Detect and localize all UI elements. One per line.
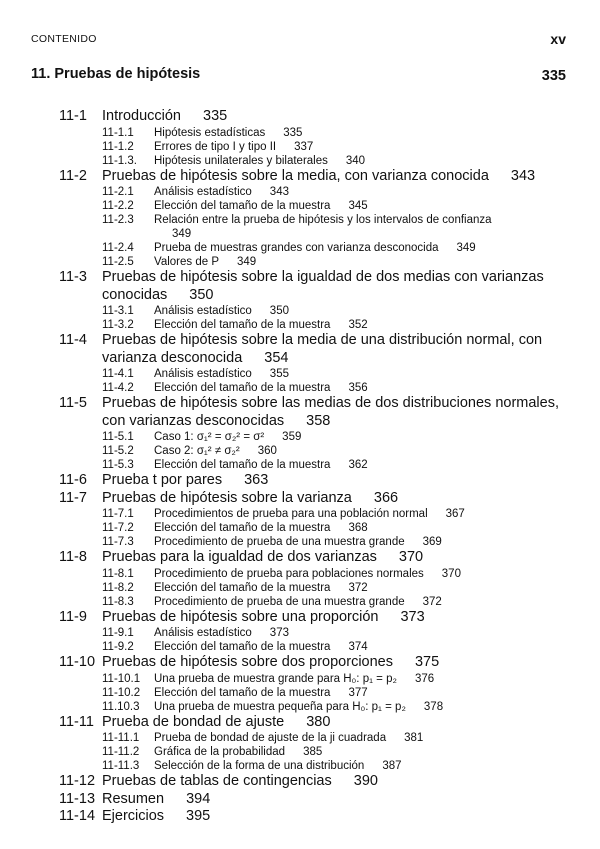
subsection-number: 11-2.3 [102,214,134,226]
toc-subsection-row [0,199,600,213]
subsection-title: Elección del tamaño de la muestra [154,319,331,331]
subsection-title: Hipótesis unilaterales y bilaterales [154,154,328,167]
subsection-number: 11-5.2 [102,445,134,457]
subsection-title: Caso 2: σ₁² ≠ σ₂² [154,445,240,457]
section-page: 370 [398,549,424,565]
section-title-line [102,472,567,490]
subsection-title-line [154,640,499,654]
table-of-contents [0,108,600,826]
subsection-title: Análisis estadístico [154,627,252,639]
subsection-title-line [154,213,499,241]
toc-section-row [0,332,600,367]
page-number: xv [550,31,566,47]
toc-section [0,472,600,490]
subsection-number: 11-8.1 [102,567,134,580]
subsection-number: 11-10.2 [102,686,141,699]
subsection-number: 11-7.3 [102,536,134,548]
subsection-title: Selección de la forma de una distribución [154,760,365,772]
section-number: 11-8 [59,549,87,565]
toc-subsection-row [0,731,600,745]
toc-subsection-row [0,640,600,654]
toc-subsection-row [0,458,600,472]
running-head: CONTENIDO [31,33,97,45]
section-title-line [102,654,567,672]
subsection-page: 385 [303,746,323,758]
subsection-title: Análisis estadístico [154,368,252,380]
toc-section-row [0,549,600,567]
section-page: 343 [510,167,536,184]
toc-subsection-row [0,745,600,759]
subsection-number: 11-1.3. [102,154,137,167]
toc-subsection-row [0,521,600,535]
subsection-page: 387 [382,760,402,772]
section-page: 373 [400,608,425,625]
subsection-title-line [154,626,499,640]
section-title-line [102,108,567,126]
section-title: Pruebas de hipótesis sobre una proporción [102,608,379,625]
section-title: Pruebas de tablas de contingencias [102,773,332,789]
section-page: 366 [373,489,399,506]
subsection-title-line [154,241,499,255]
subsection-title: Elección del tamaño de la muestra [154,522,331,534]
subsection-title-line [154,672,499,686]
section-title-line [102,808,567,826]
toc-subsection-row [0,304,600,318]
subsection-title: Elección del tamaño de la muestra [154,686,331,699]
section-page: 375 [414,654,440,670]
subsection-title: Procedimientos de prueba para una población normal [154,508,428,520]
toc-section-row [0,791,600,809]
toc-subsection-row [0,686,600,700]
section-title: Prueba de bondad de ajuste [102,713,285,730]
subsection-number: 11-9.1 [102,627,134,639]
toc-section [0,168,600,270]
section-number: 11-5 [59,395,87,411]
section-title: Pruebas de hipótesis sobre la igualdad de dos medias con varianzas conocidas [102,269,544,303]
section-page: 350 [189,286,214,303]
subsection-title: Elección del tamaño de la muestra [154,200,331,212]
subsection-number: 11-2.5 [102,256,134,268]
toc-section [0,269,600,332]
toc-section-row [0,472,600,490]
subsection-title-line [154,458,499,472]
subsection-page: 362 [348,459,368,471]
subsection-title-line [154,381,499,395]
subsection-number: 11-11.3 [102,760,140,772]
subsection-number: 11-8.2 [102,581,134,594]
section-title-line [102,395,567,430]
toc-subsection-row [0,185,600,199]
toc-section-row [0,773,600,791]
subsection-page: 359 [282,431,302,443]
toc-section-row [0,269,600,304]
subsection-number: 11.10.3 [102,700,140,713]
subsection-page: 368 [348,522,368,534]
section-number: 11-3 [59,269,87,285]
toc-subsection-row [0,318,600,332]
section-title: Resumen [102,790,165,807]
section-title-line [102,490,567,508]
toc-subsection-row [0,241,600,255]
toc-subsection-row [0,367,600,381]
subsection-number: 11-10.1 [102,672,141,685]
section-page: 394 [186,790,211,807]
toc-subsection-row [0,567,600,581]
toc-section-row [0,654,600,672]
section-number: 11-2 [59,167,87,184]
subsection-page: 337 [294,140,314,153]
subsection-title-line [154,521,499,535]
toc-subsection-row [0,759,600,773]
toc-section-row [0,395,600,430]
toc-subsection-row [0,154,600,168]
toc-section-row [0,168,600,186]
section-title: Pruebas de hipótesis sobre las medias de dos distribuciones normales, con varianzas desconocidas [102,395,559,429]
toc-subsection-row [0,535,600,549]
subsection-page: 343 [269,186,289,198]
subsection-number: 11-8.3 [102,595,134,608]
section-number: 11-7 [59,489,87,506]
subsection-title-line [154,199,499,213]
subsection-title-line [154,595,499,609]
toc-section [0,654,600,714]
section-number: 11-9 [59,608,87,625]
subsection-title-line [154,731,499,745]
subsection-title-line [154,444,499,458]
subsection-number: 11-2.4 [102,242,134,254]
section-title: Pruebas de hipótesis sobre la media de una distribución normal, con varianza desconocida [102,332,543,366]
section-title-line [102,609,567,627]
subsection-title: Elección del tamaño de la muestra [154,459,331,471]
subsection-title-line [154,126,499,140]
subsection-title-line [154,745,499,759]
toc-subsection-row [0,672,600,686]
section-title-line [102,549,567,567]
subsection-page: 340 [345,154,366,167]
section-number: 11-4 [59,332,87,348]
section-title: Prueba t por pares [102,472,223,488]
subsection-title: Elección del tamaño de la muestra [154,581,331,594]
toc-subsection-row [0,126,600,140]
section-number: 11-14 [59,808,96,824]
subsection-page: 374 [348,641,368,653]
subsection-page: 372 [422,595,442,608]
toc-section [0,714,600,774]
toc-section [0,108,600,168]
subsection-page: 360 [257,445,277,457]
subsection-page: 345 [348,200,368,212]
toc-section-row [0,609,600,627]
subsection-number: 11-1.1 [102,126,134,139]
subsection-number: 11-5.3 [102,459,134,471]
section-page: 395 [186,808,211,824]
section-number: 11-12 [59,773,96,789]
toc-subsection-row [0,213,600,241]
section-title: Pruebas de hipótesis sobre la varianza [102,489,352,506]
chapter-heading [31,66,566,82]
subsection-title: Procedimiento de prueba de una muestra grande [154,595,405,608]
toc-section-row [0,714,600,732]
subsection-title-line [154,185,499,199]
subsection-page: 355 [269,368,289,380]
subsection-title-line [154,255,499,269]
section-page: 335 [203,108,228,124]
toc-subsection-row [0,444,600,458]
subsection-title: Caso 1: σ₁² = σ₂² = σ² [154,431,265,443]
toc-subsection-row [0,581,600,595]
subsection-page: 349 [237,256,257,268]
subsection-page: 373 [269,627,289,639]
section-title-line [102,791,567,809]
subsection-title-line [154,581,499,595]
section-title-line [102,773,567,791]
subsection-title-line [154,686,499,700]
subsection-page: 350 [269,305,289,317]
subsection-title: Errores de tipo I y tipo II [154,140,277,153]
section-title-line [102,168,567,186]
subsection-number: 11-5.1 [102,431,134,443]
chapter-title: 11. Pruebas de hipótesis [31,66,201,82]
subsection-title-line [154,140,499,154]
subsection-page: 356 [348,382,368,394]
toc-subsection-row [0,255,600,269]
subsection-number: 11-2.1 [102,186,134,198]
subsection-title: Hipótesis estadísticas [154,126,266,139]
toc-subsection-row [0,507,600,521]
section-number: 11-6 [59,472,87,488]
subsection-title: Procedimiento de prueba de una muestra grande [154,536,405,548]
subsection-number: 11-4.2 [102,382,134,394]
section-page: 363 [244,472,269,488]
subsection-title: Gráfica de la probabilidad [154,746,286,758]
subsection-page: 335 [283,126,303,139]
chapter-page: 335 [541,68,566,84]
subsection-title-line [154,507,499,521]
subsection-title: Prueba de muestras grandes con varianza desconocida [154,242,439,254]
subsection-number: 11-1.2 [102,140,134,153]
toc-section [0,490,600,550]
section-title-line [102,332,567,367]
toc-section-row [0,108,600,126]
section-page: 358 [306,412,331,429]
toc-subsection-row [0,381,600,395]
subsection-page: 372 [348,581,368,594]
section-page: 354 [264,349,289,366]
section-number: 11-10 [59,654,96,670]
subsection-title: Una prueba de muestra grande para H₀: p₁ = p₂ [154,672,397,685]
section-title: Pruebas de hipótesis sobre dos proporciones [102,654,393,670]
section-title: Introducción [102,108,181,124]
subsection-number: 11-2.2 [102,200,134,212]
toc-section-row [0,490,600,508]
section-page: 380 [306,713,331,730]
section-number: 11-1 [59,108,87,124]
subsection-number: 11-4.1 [102,368,134,380]
subsection-title: Análisis estadístico [154,186,252,198]
subsection-page: 349 [172,228,192,240]
subsection-number: 11-9.2 [102,641,134,653]
subsection-title-line [154,567,499,581]
subsection-number: 11-3.2 [102,319,134,331]
toc-subsection-row [0,430,600,444]
subsection-title-line [154,154,499,168]
subsection-number: 11-11.2 [102,746,140,758]
subsection-number: 11-7.2 [102,522,134,534]
subsection-page: 370 [441,567,461,580]
subsection-title-line [154,318,499,332]
subsection-title: Prueba de bondad de ajuste de la ji cuadrada [154,732,387,744]
section-page: 390 [353,773,378,789]
toc-subsection-row [0,595,600,609]
section-title-line [102,714,567,732]
subsection-title: Análisis estadístico [154,305,252,317]
section-number: 11-13 [59,790,96,807]
section-number: 11-11 [59,713,94,730]
subsection-page: 378 [423,700,444,713]
section-title: Ejercicios [102,808,165,824]
subsection-title: Valores de P [154,256,219,268]
section-title-line [102,269,567,304]
toc-subsection-row [0,140,600,154]
subsection-title-line [154,700,499,714]
section-title: Pruebas de hipótesis sobre la media, con varianza conocida [102,167,489,184]
subsection-page: 352 [348,319,368,331]
toc-section [0,395,600,472]
subsection-title: Una prueba de muestra pequeña para H₀: p₁ = p₂ [154,700,406,713]
subsection-title: Elección del tamaño de la muestra [154,641,331,653]
toc-section [0,549,600,609]
subsection-title-line [154,535,499,549]
subsection-page: 381 [404,732,424,744]
subsection-page: 377 [348,686,368,699]
subsection-title: Elección del tamaño de la muestra [154,382,331,394]
toc-section [0,791,600,809]
subsection-title-line [154,430,499,444]
subsection-number: 11-3.1 [102,305,134,317]
subsection-title-line [154,759,499,773]
subsection-page: 349 [456,242,476,254]
toc-section [0,773,600,791]
toc-section [0,609,600,655]
toc-subsection-row [0,626,600,640]
toc-section [0,808,600,826]
subsection-title-line [154,367,499,381]
section-title: Pruebas para la igualdad de dos varianzas [102,549,377,565]
subsection-title: Procedimiento de prueba para poblaciones normales [154,567,424,580]
toc-subsection-row [0,700,600,714]
subsection-page: 376 [414,672,435,685]
toc-section-row [0,808,600,826]
subsection-page: 367 [445,508,465,520]
subsection-page: 369 [422,536,442,548]
subsection-title-line [154,304,499,318]
subsection-number: 11-11.1 [102,732,140,744]
toc-section [0,332,600,395]
subsection-number: 11-7.1 [102,508,134,520]
subsection-title: Relación entre la prueba de hipótesis y los intervalos de confianza [154,214,492,226]
